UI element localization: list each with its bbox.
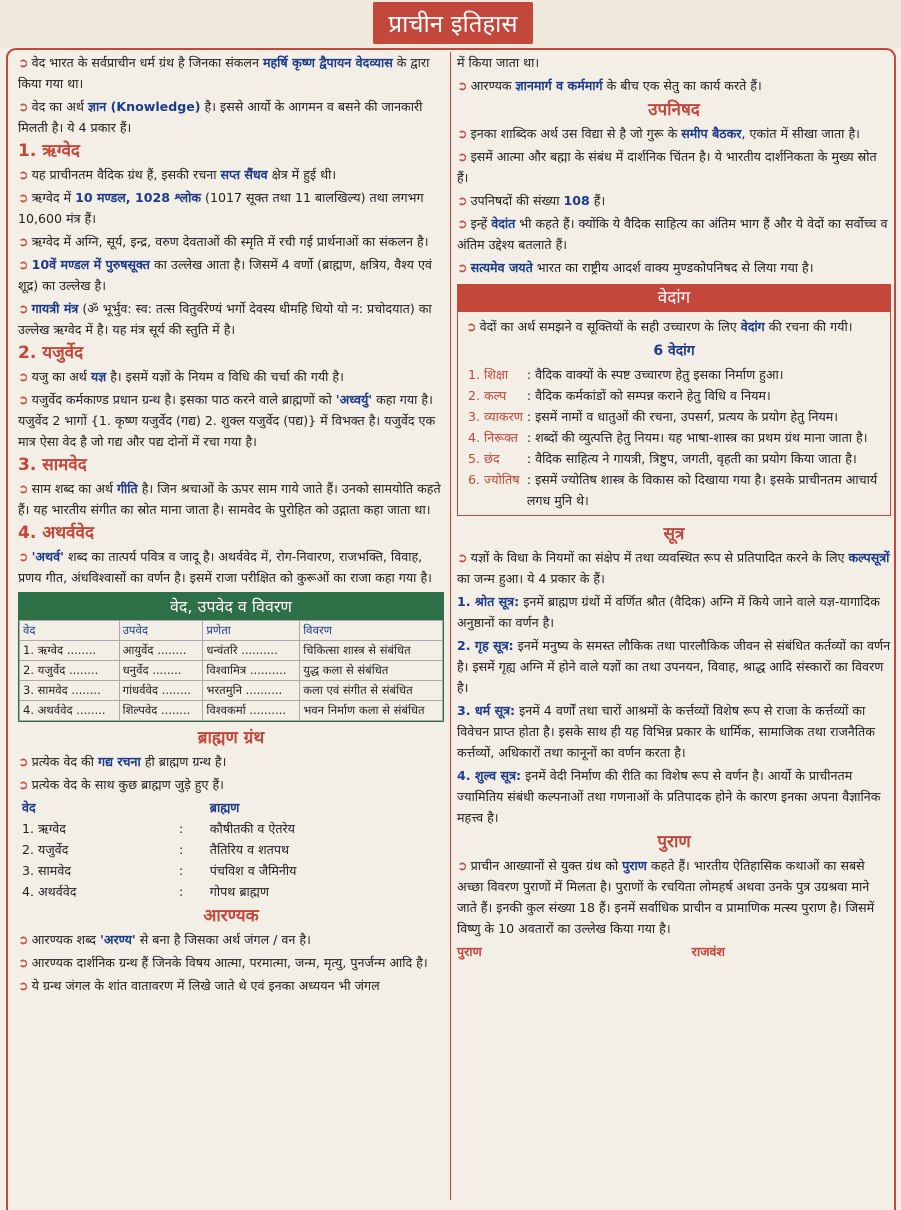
vedang-item <box>466 448 882 469</box>
rigveda-point-post: का उल्लेख आता है। जिसमें 4 वर्णो (ब्राह्मण, क्षत्रिय, वैश्य एवं शूद्र) का उल्लेख है। <box>18 257 432 293</box>
vedang-intro-highlight: वेदांग <box>740 319 765 334</box>
atharvaveda-point <box>18 546 444 588</box>
vedang-desc: : वैदिक वाक्यों के स्पष्ट उच्चारण हेतु इसका निर्माण हुआ। <box>526 367 784 382</box>
upaveda-cell: धनुर्वेद ........ <box>119 661 203 681</box>
rigveda-point <box>18 298 444 340</box>
upaveda-cell: विश्वकर्मा .......... <box>203 701 300 721</box>
intro-point-highlight: महर्षि कृष्ण द्वैपायन वेदव्यास <box>262 55 393 70</box>
aranyaka-points <box>18 929 444 996</box>
brahmana-point <box>18 751 444 772</box>
brahmana-table-row <box>18 818 444 839</box>
rigveda-point <box>18 231 444 252</box>
aranyaka-heading: आरण्यक <box>203 906 259 926</box>
samaveda-point-post: है। जिन श्रचाओं के ऊपर साम गाये जाते हैं। उनको सामयोति कहते हैं। यह भारतीय संगीत का स्रोत माना जाता है। सामवेद के पुरोहित को उद्गाता कहा जाता था। <box>18 481 441 517</box>
intro-point <box>18 96 444 138</box>
vedang-desc: : इसमें नामों व धातुओं की रचना, उपसर्ग, प्रत्यय के प्रयोग हेतु नियम। <box>526 409 839 424</box>
intro-section <box>18 52 444 138</box>
vedang-item <box>466 427 882 448</box>
aranyaka-bridge-point <box>457 75 891 96</box>
colon-separator: : <box>178 884 184 899</box>
sutra-heading: सूत्र <box>663 524 685 544</box>
aranyaka-point <box>18 975 444 996</box>
rigveda-point-pre: ऋग्वेद में <box>31 190 76 205</box>
bullet-arrow-icon: ➲ <box>18 55 29 70</box>
footer-col-purana: पुराण <box>457 944 482 959</box>
bullet-arrow-icon: ➲ <box>18 481 29 496</box>
sutra-item <box>457 700 891 763</box>
footer-col-rajvansh: राजवंश <box>691 944 725 959</box>
upaveda-cell: धन्वंतरि .......... <box>203 641 300 661</box>
bullet-arrow-icon: ➲ <box>18 257 29 272</box>
bullet-arrow-icon: ➲ <box>457 858 468 873</box>
upaveda-cell: कला एवं संगीत से संबंधित <box>300 681 443 701</box>
upanishad-point <box>457 257 891 278</box>
purana-point-pre: प्राचीन आख्यानों से युक्त ग्रंथ को <box>470 858 623 873</box>
right-column <box>457 52 891 962</box>
vedang-name: 2. कल्प <box>468 388 507 403</box>
vedang-title: वेदांग <box>458 285 890 312</box>
sutra-items <box>457 591 891 828</box>
samaveda-point-highlight: गीति <box>116 481 138 496</box>
brahmana-veda-cell: 3. सामवेद <box>22 863 72 878</box>
rigveda-point-pre: यह प्राचीनतम वैदिक ग्रंथ हैं, इसकी रचना <box>31 167 221 182</box>
upanishad-point-highlight: समीप बैठकर <box>681 126 742 141</box>
upaveda-table-header <box>20 621 443 641</box>
rigveda-point-pre: ऋग्वेद में अग्नि, सूर्य, इन्द्र, वरुण देवताओं की स्मृति में रची गई प्रार्थनाओं का संकलन है। <box>31 234 429 249</box>
brahmana-name-cell: तैतिरिय व शतपथ <box>209 842 290 857</box>
bullet-arrow-icon: ➲ <box>457 193 468 208</box>
aranyaka-point-post: से बना है जिसका अर्थ जंगल / वन है। <box>135 932 311 947</box>
page-title: प्राचीन इतिहास <box>373 2 533 44</box>
sutra-text: इनमें मनुष्य के समस्त लौकिक तथा पारलौकिक जीवन से संबंधित कर्तव्यों का वर्णन है। इसमें गृह्य अग्नि में होने वाले यज्ञों का तथा उपनयन, विवाह, श्राद्ध आदि संस्कारों का विवरण है। <box>457 638 891 695</box>
rigveda-point <box>18 187 444 229</box>
brahmana-veda-cell: 1. ऋग्वेद <box>22 821 66 836</box>
upaveda-cell: 1. ऋग्वेद ........ <box>20 641 120 661</box>
bullet-arrow-icon: ➲ <box>18 549 29 564</box>
upaveda-cell: विश्वामित्र .......... <box>203 661 300 681</box>
aranyaka-bridge-post: के बीच एक सेतु का कार्य करते हैं। <box>602 78 762 93</box>
brahmana-point <box>18 774 444 795</box>
bullet-arrow-icon: ➲ <box>18 777 29 792</box>
rigveda-point-highlight: सप्त सैंधव <box>220 167 268 182</box>
colon-separator: : <box>178 863 184 878</box>
upaveda-table-title: वेद, उपवेद व विवरण <box>19 593 443 620</box>
sutra-item <box>457 765 891 828</box>
upanishad-points <box>457 123 891 278</box>
bullet-arrow-icon: ➲ <box>18 190 29 205</box>
upaveda-header-cell: विवरण <box>300 621 443 641</box>
upanishad-point-highlight: सत्यमेव जयते <box>470 260 533 275</box>
vedang-desc: : शब्दों की व्युत्पत्ति हेतु नियम। यह भाषा-शास्त्र का प्रथम ग्रंथ माना जाता है। <box>526 430 868 445</box>
upaveda-cell: 4. अथर्ववेद ........ <box>20 701 120 721</box>
samaveda-point <box>18 478 444 520</box>
bullet-arrow-icon: ➲ <box>18 301 29 316</box>
rigveda-point <box>18 254 444 296</box>
bullet-arrow-icon: ➲ <box>18 99 29 114</box>
vedang-name: 4. निरूक्त <box>468 430 518 445</box>
sutra-name: 1. श्रोत सूत्र: <box>457 594 520 609</box>
sutra-intro-highlight: कल्पसूत्रों <box>848 550 890 565</box>
intro-point <box>18 52 444 94</box>
upaveda-table-row <box>20 641 443 661</box>
bullet-arrow-icon: ➲ <box>18 369 29 384</box>
left-column <box>18 52 444 998</box>
atharvaveda-point-highlight: 'अथर्व' <box>31 549 64 564</box>
sutra-intro-pre: यज्ञों के विधा के नियमों का संक्षेप में तथा व्यवस्थित रूप से प्रतिपादित करने के लिए <box>470 550 849 565</box>
purana-footer <box>457 941 891 962</box>
brahmana-table-row <box>18 860 444 881</box>
sutra-name: 4. शुल्व सूत्र: <box>457 768 522 783</box>
upanishad-point-post: हैं। <box>589 193 606 208</box>
aranyaka-point-highlight: 'अरण्य' <box>100 932 136 947</box>
upaveda-header-cell: उपवेद <box>119 621 203 641</box>
rigveda-section <box>18 141 444 340</box>
yajurveda-point-highlight: यज्ञ <box>90 369 107 384</box>
brahmana-name-cell: गोपथ ब्राह्मण <box>209 884 269 899</box>
sutra-text: इनमें 4 वर्णों तथा चारों आश्रमों के कर्त्तव्यों विशेष रूप से राजा के कर्त्तव्यों का विवेचन प्राप्त होता है। इसके साथ ही यह विभिन्न प्रकार के धार्मिक, सामाजिक तथा राजनैतिक कर्त्तव्यों, अधिकारों तथा कानूनों का वर्णन करता है। <box>457 703 875 760</box>
upaveda-cell: युद्ध कला से संबंधित <box>300 661 443 681</box>
yajurveda-point-pre: यजुर्वेद कर्मकाण्ड प्रधान ग्रन्थ है। इसका पाठ करने वाले ब्राह्मणों को <box>31 392 336 407</box>
upaveda-cell: चिकित्सा शास्त्र से संबंधित <box>300 641 443 661</box>
aranyaka-point <box>18 929 444 950</box>
intro-point-highlight: ज्ञान (Knowledge) <box>87 99 201 114</box>
vedang-intro <box>466 316 882 337</box>
vedang-item <box>466 406 882 427</box>
bullet-arrow-icon: ➲ <box>457 78 468 93</box>
rigveda-point <box>18 164 444 185</box>
yajurveda-heading: 2. यजुर्वेद <box>18 343 84 363</box>
purana-point-highlight: पुराण <box>622 858 647 873</box>
atharvaveda-point-post: शब्द का तात्पर्य पवित्र व जादू है। अथर्ववेद में, रोग-निवारण, राजभक्ति, विवाह, प्रणय गीत, अंधविश्वासों का वर्णन है। इसमें राजा परीक्षित को कुरूओं का राजा कहा गया है। <box>18 549 432 585</box>
bullet-arrow-icon: ➲ <box>18 978 29 993</box>
vedang-name: 3. व्याकरण <box>468 409 523 424</box>
atharvaveda-heading: 4. अथर्ववेद <box>18 523 94 543</box>
bullet-arrow-icon: ➲ <box>466 319 477 334</box>
intro-point-post: के द्वारा किया गया था। <box>18 55 430 91</box>
sutra-name: 2. गृह सूत्र: <box>457 638 514 653</box>
upanishad-point-post: , एकांत में सीखा जाता है। <box>741 126 860 141</box>
sutra-item <box>457 635 891 698</box>
upanishad-point-highlight: 108 <box>563 193 590 208</box>
upaveda-table-row <box>20 661 443 681</box>
brahmana-table-row <box>18 839 444 860</box>
continuation-text: में किया जाता था। <box>457 55 540 70</box>
vedang-desc: : वैदिक कर्मकांडों को सम्पन्न कराने हेतु विधि व नियम। <box>526 388 771 403</box>
brahmana-heading: ब्राह्मण ग्रंथ <box>197 728 265 748</box>
aranyaka-point <box>18 952 444 973</box>
intro-point-pre: वेद का अर्थ <box>31 99 88 114</box>
brahmana-point-highlight: गद्य रचना <box>98 754 141 769</box>
upanishad-point-pre: इनका शाब्दिक अर्थ उस विद्या से है जो गुरू के <box>470 126 682 141</box>
upanishad-point <box>457 146 891 188</box>
yajurveda-point-post: है। इसमें यज्ञों के नियम व विधि की चर्चा की गयी है। <box>106 369 344 384</box>
rigveda-point-post: (1017 सूक्त तथा 11 बालखिल्य) तथा लगभग 10,600 मंत्र हैं। <box>18 190 424 226</box>
brahmana-veda-cell: 4. अथर्ववेद <box>22 884 77 899</box>
vedang-name: 5. छंद <box>468 451 500 466</box>
bullet-arrow-icon: ➲ <box>457 149 468 164</box>
brahmana-col-veda: वेद <box>22 800 36 815</box>
colon-separator: : <box>178 821 184 836</box>
yajurveda-point-post: कहा गया है। यजुर्वेद 2 भागों {1. कृष्ण यजुर्वेद (गद्य) 2. शुक्ल यजुर्वेद (पद्य)} में विभक्त है। यजुर्वेद एक मात्र ऐसा वेद है जो गद्य और पद्य दोनों में रचा गया है। <box>18 392 436 449</box>
brahmana-table <box>18 797 444 902</box>
brahmana-veda-cell: 2. यजुर्वेद <box>22 842 69 857</box>
aranyaka-point-pre: आरण्यक शब्द <box>31 932 100 947</box>
sutra-text: इनमें ब्राह्मण ग्रंथों में वर्णित श्रौत (वैदिक) अग्नि में किये जाने वाले यज्ञ-यागादिक अनुष्ठानों का वर्णन है। <box>457 594 880 630</box>
yajurveda-point <box>18 389 444 452</box>
bullet-arrow-icon: ➲ <box>18 955 29 970</box>
aranyaka-point-pre: आरण्यक दार्शनिक ग्रन्थ हैं जिनके विषय आत्मा, परमात्मा, जन्म, मृत्यु, पुनर्जन्म आदि है। <box>31 955 428 970</box>
brahmana-col-brahmana: ब्राह्मण <box>209 800 240 815</box>
brahmana-name-cell: पंचविश व जैमिनीय <box>209 863 297 878</box>
bullet-arrow-icon: ➲ <box>457 550 468 565</box>
upanishad-point-post: भारत का राष्ट्रीय आदर्श वाक्य मुण्डकोपनिषद से लिया गया है। <box>532 260 814 275</box>
upanishad-point-highlight: वेदांत <box>491 216 516 231</box>
yajurveda-point-pre: यजु का अर्थ <box>31 369 91 384</box>
vedang-item <box>466 385 882 406</box>
aranyaka-bridge-highlight: ज्ञानमार्ग व कर्ममार्ग <box>515 78 603 93</box>
samaveda-section <box>18 455 444 520</box>
bullet-arrow-icon: ➲ <box>457 126 468 141</box>
upaveda-cell: भवन निर्माण कला से संबंधित <box>300 701 443 721</box>
yajurveda-point-highlight: 'अध्वर्यु' <box>335 392 373 407</box>
upaveda-header-cell: प्रणेता <box>203 621 300 641</box>
vedang-intro-post: की रचना की गयी। <box>764 319 853 334</box>
brahmana-point-post: ही ब्राह्मण ग्रन्थ है। <box>140 754 227 769</box>
vedang-box <box>457 284 891 516</box>
brahmana-points <box>18 751 444 795</box>
samaveda-heading: 3. सामवेद <box>18 455 87 475</box>
purana-point <box>457 855 891 939</box>
bullet-arrow-icon: ➲ <box>18 392 29 407</box>
rigveda-point-post: (ॐ भूर्भुव: स्व: तत्स वितुर्वरेण्यं भर्गो देवस्य धीमहि धियो यो न: प्रचोदयात) का उल्लेख ऋग्वेद में है। यह मंत्र सूर्य की स्तुति में है। <box>18 301 432 337</box>
upanishad-point-pre: इसमें आत्मा और बह्मा के संबंध में दार्शनिक चिंतन है। ये भारतीय दार्शनिकता के मुख्य स्रोत हैं। <box>457 149 877 185</box>
sutra-text: इनमें वेदी निर्माण की रीति का विशेष रूप से वर्णन है। आर्यो के प्राचीनतम ज्यामितिय संबंधी कल्पनाओं तथा गणनाओं के प्रतिपादक होने के कारण इनका अपना वैज्ञानिक महत्त्व है। <box>457 768 881 825</box>
upaveda-cell: भरतमुनि .......... <box>203 681 300 701</box>
sutra-name: 3. धर्म सूत्र: <box>457 703 516 718</box>
upanishad-heading: उपनिषद <box>648 100 700 120</box>
bullet-arrow-icon: ➲ <box>457 216 468 231</box>
sutra-intro <box>457 547 891 589</box>
vedang-name: 6. ज्योतिष <box>468 472 520 487</box>
intro-point-post: है। इससे आर्यो के आगमन व बसने की जानकारी मिलती है। ये 4 प्रकार हैं। <box>18 99 423 135</box>
colon-separator: : <box>178 842 184 857</box>
upaveda-cell: आयुर्वेद ........ <box>119 641 203 661</box>
upaveda-cell: 2. यजुर्वेद ........ <box>20 661 120 681</box>
sutra-intro <box>457 547 891 589</box>
purana-heading: पुराण <box>657 832 691 852</box>
sutra-intro-post: का जन्म हुआ। ये 4 प्रकार के हैं। <box>457 571 605 586</box>
rigveda-point-post: क्षेत्र में हुई थी। <box>267 167 337 182</box>
yajurveda-section <box>18 343 444 452</box>
rigveda-point-highlight: 10वें मण्डल में पुरुषसूक्त <box>31 257 150 272</box>
purana-point <box>457 855 891 939</box>
rigveda-heading: 1. ऋग्वेद <box>18 141 80 161</box>
upanishad-point-pre: इन्हें <box>470 216 492 231</box>
bullet-arrow-icon: ➲ <box>18 167 29 182</box>
bullet-arrow-icon: ➲ <box>18 754 29 769</box>
upaveda-cell: शिल्पवेद ........ <box>119 701 203 721</box>
vedang-item <box>466 469 882 511</box>
sutra-item <box>457 591 891 633</box>
column-divider <box>450 52 451 1200</box>
brahmana-name-cell: कौषीतकी व ऐतरेय <box>209 821 295 836</box>
intro-point-pre: वेद भारत के सर्वप्राचीन धर्म ग्रंथ है जिनका संकलन <box>31 55 263 70</box>
purana-point-post: कहते हैं। भारतीय ऐतिहासिक कथाओं का सबसे अच्छा विवरण पुराणों में मिलता है। पुराणों के रचयिता लोमहर्ष अथवा उनके पुत्र उग्रश्रवा माने जाते हैं। इनकी कुल संख्या 18 हैं। इनमें सर्वाधिक प्राचीन व प्रामाणिक मत्स्य पुराण है। जिसमें विष्णु के 10 अवतारों का उल्लेख किया गया है। <box>457 858 875 936</box>
upaveda-cell: गांधर्ववेद ........ <box>119 681 203 701</box>
upaveda-table-row <box>20 681 443 701</box>
brahmana-point-pre: प्रत्येक वेद की <box>31 754 98 769</box>
upaveda-header-cell: वेद <box>20 621 120 641</box>
upanishad-point <box>457 190 891 211</box>
aranyaka-bridge-pre: आरण्यक <box>470 78 516 93</box>
bullet-arrow-icon: ➲ <box>18 932 29 947</box>
bullet-arrow-icon: ➲ <box>18 234 29 249</box>
vedang-intro-pre: वेदों का अर्थ समझने व सूक्तियों के सही उच्चारण के लिए <box>479 319 741 334</box>
vedang-desc: : वैदिक साहित्य ने गायत्री, त्रिष्टुप, जगती, वृहती का प्रयोग किया जाता है। <box>526 451 857 466</box>
rigveda-point-highlight: 10 मण्डल, 1028 श्लोक <box>75 190 202 205</box>
yajurveda-point <box>18 366 444 387</box>
aranyaka-point-pre: ये ग्रन्थ जंगल के शांत वातावरण में लिखे जाते थे एवं इनका अध्ययन भी जंगल <box>31 978 380 993</box>
brahmana-point-pre: प्रत्येक वेद के साथ कुछ ब्राह्मण जुड़े हुए हैं। <box>31 777 224 792</box>
vedang-subheading: 6 वेदांग <box>653 343 695 359</box>
upaveda-table-row <box>20 701 443 721</box>
vedang-name: 1. शिक्षा <box>468 367 509 382</box>
rigveda-point-highlight: गायत्री मंत्र <box>31 301 79 316</box>
upanishad-point-pre: उपनिषदों की संख्या <box>470 193 564 208</box>
upaveda-cell: 3. सामवेद ........ <box>20 681 120 701</box>
samaveda-point-pre: साम शब्द का अर्थ <box>31 481 117 496</box>
bullet-arrow-icon: ➲ <box>457 260 468 275</box>
upanishad-point <box>457 213 891 255</box>
aranyaka-bridge <box>457 75 891 96</box>
upanishad-point-post: भी कहते हैं। क्योंकि ये वैदिक साहित्य का अंतिम भाग हैं और ये वेदों का सर्वोच्च व अंतिम उद्देश्य बतलाते हैं। <box>457 216 888 252</box>
vedang-desc: : इसमें ज्योतिष शास्त्र के विकास को दिखाया गया है। इसके प्राचीनतम आचार्य लगध मुनि थे। <box>526 472 878 508</box>
upaveda-table <box>18 592 444 722</box>
brahmana-table-row <box>18 881 444 902</box>
upanishad-point <box>457 123 891 144</box>
atharvaveda-section <box>18 523 444 588</box>
vedang-intro <box>466 316 882 337</box>
vedang-item <box>466 364 882 385</box>
